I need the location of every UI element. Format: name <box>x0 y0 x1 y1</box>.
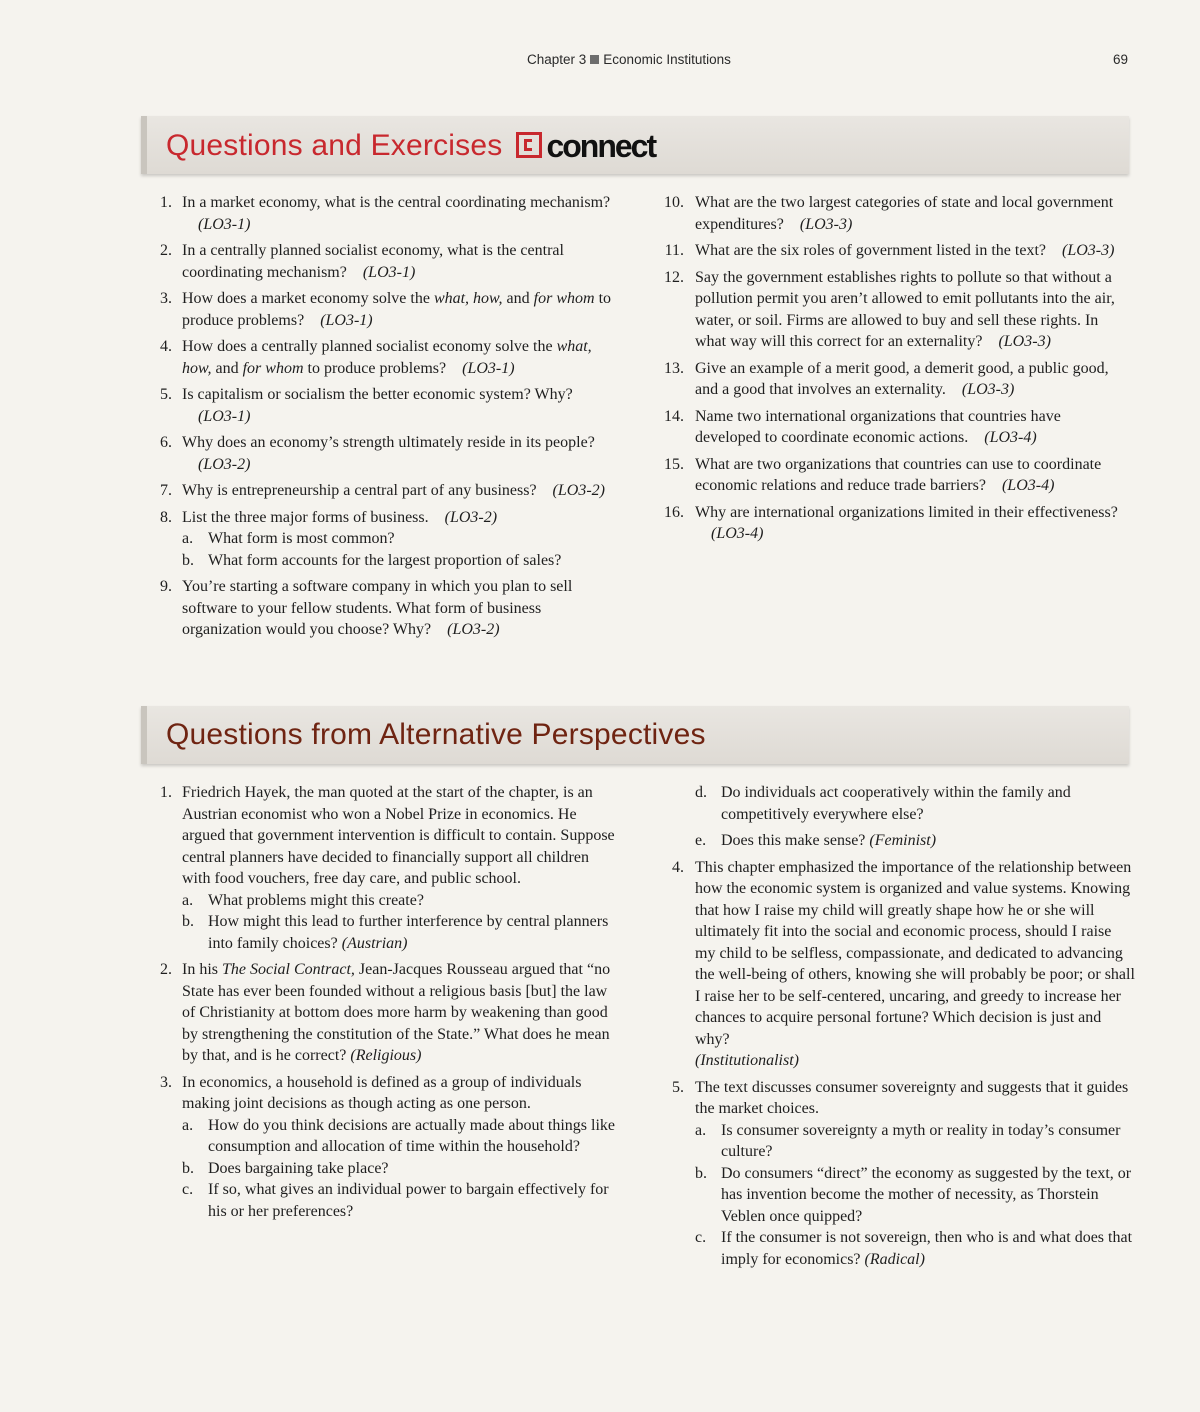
learning-objective: (LO3-1) <box>320 311 373 329</box>
perspective-question <box>148 959 618 1067</box>
question-item <box>148 384 618 427</box>
sub-question <box>182 1158 618 1180</box>
sub-letter: a. <box>182 891 194 909</box>
question-number: 13. <box>664 359 684 377</box>
learning-objective: (LO3-3) <box>799 215 853 233</box>
sub-text: What form accounts for the largest proportion of sales? <box>208 551 562 569</box>
question-number: 16. <box>664 503 684 521</box>
sub-letter: b. <box>182 551 194 569</box>
question-text: Why does an economy’s strength ultimately reside in its people? <box>182 434 595 451</box>
sub-question <box>695 830 1135 852</box>
question-number: 5. <box>160 386 172 403</box>
perspective-label: (Feminist) <box>869 832 937 849</box>
sub-letter: b. <box>695 1164 707 1182</box>
sub-letter: a. <box>182 530 194 547</box>
question-item <box>660 358 1130 401</box>
question-number: 14. <box>664 407 684 425</box>
question-number: 2. <box>160 242 172 259</box>
question-item <box>148 576 618 641</box>
sub-question <box>695 1227 1135 1270</box>
chapter-title: Economic Institutions <box>603 52 731 67</box>
question-item <box>660 240 1130 262</box>
question-text: List the three major forms of business. <box>182 508 429 526</box>
question-text: Why are international organizations limited in their effectiveness? <box>695 503 1118 521</box>
question-text: What are the six roles of government listed in the text? <box>695 242 1046 259</box>
sub-letter: d. <box>695 784 707 801</box>
question-number: 1. <box>160 194 172 211</box>
question-text: The text discusses consumer sovereignty and suggests that it guides the market choices. <box>695 1078 1129 1117</box>
question-item <box>660 267 1130 353</box>
question-number: 11. <box>664 242 684 259</box>
sub-text: Does this make sense? <box>721 832 866 849</box>
sub-question <box>182 1179 618 1222</box>
sub-question <box>182 528 618 550</box>
perspective-label: (Austrian) <box>341 934 408 952</box>
question-number: 4. <box>672 858 684 876</box>
square-separator-icon <box>590 55 599 64</box>
question-text: Is capitalism or socialism the better economic system? Why? <box>182 386 573 403</box>
question-text: In a centrally planned socialist economy, what is the central coordinating mechanism? <box>182 242 564 281</box>
question-text: to produce problems? <box>182 290 612 329</box>
sub-letter: c. <box>695 1229 707 1246</box>
sub-letter: a. <box>182 1116 194 1134</box>
perspective-question <box>660 1077 1135 1271</box>
perspective-question <box>660 857 1135 1072</box>
book-title: The Social Contract, <box>222 961 355 978</box>
sub-letter: c. <box>182 1181 194 1198</box>
question-item <box>148 336 618 379</box>
chapter-number: Chapter 3 <box>527 52 587 67</box>
perspective-question <box>148 1072 618 1223</box>
sub-letter: b. <box>182 1159 194 1177</box>
learning-objective: (LO3-2) <box>444 508 498 526</box>
learning-objective: (LO3-4) <box>984 429 1037 446</box>
perspective-label: (Institutionalist) <box>695 1052 799 1069</box>
sub-question <box>182 550 618 572</box>
question-number: 12. <box>664 268 684 286</box>
sub-question <box>182 911 618 954</box>
question-number: 15. <box>664 455 684 473</box>
question-number: 2. <box>160 961 172 978</box>
sub-text: How do you think decisions are actually made about things like consumption and allocation of time within the household? <box>208 1116 616 1155</box>
question-item <box>148 288 618 331</box>
perspective-question <box>148 782 618 954</box>
learning-objective: (LO3-2) <box>447 621 500 638</box>
sub-text: Do consumers “direct” the economy as suggested by the text, or has invention become the mother of necessity, as Thorstein Veblen once quipped? <box>721 1164 1132 1225</box>
question-number: 4. <box>160 338 172 355</box>
question-text: What are two organizations that countries can use to coordinate economic relations and reduce trade barriers? <box>695 455 1102 494</box>
learning-objective: (LO3-4) <box>711 525 764 542</box>
question-item <box>660 454 1130 497</box>
question-item <box>148 480 618 502</box>
sub-text: What form is most common? <box>208 530 395 547</box>
question-emphasis: what, how, <box>433 290 503 307</box>
page-number: 69 <box>1113 52 1129 67</box>
sub-text: What problems might this create? <box>208 891 424 909</box>
question-number: 3. <box>160 290 172 307</box>
perspectives-column-right <box>660 782 1135 1275</box>
learning-objective: (LO3-3) <box>961 381 1015 398</box>
question-number: 7. <box>160 482 172 499</box>
learning-objective: (LO3-2) <box>552 482 605 499</box>
question-text: and <box>502 290 534 307</box>
question-item <box>148 432 618 475</box>
question-text: How does a market economy solve the <box>182 290 434 307</box>
perspective-label: (Religious) <box>350 1047 422 1064</box>
question-number: 3. <box>160 1073 172 1091</box>
question-emphasis: what, how, <box>182 338 592 377</box>
learning-objective: (LO3-2) <box>198 455 251 473</box>
sub-letter: e. <box>695 832 707 849</box>
questions-column-left <box>148 192 618 646</box>
question-text: Why is entrepreneurship a central part of any business? <box>182 482 537 499</box>
question-text: In his <box>182 961 222 978</box>
learning-objective: (LO3-1) <box>198 407 251 425</box>
question-item <box>148 192 618 235</box>
question-text: How does a centrally planned socialist economy solve the <box>182 338 557 355</box>
question-item <box>660 406 1130 449</box>
sub-text: Do individuals act cooperatively within the family and competitively everywhere else? <box>721 784 1071 823</box>
section-title-text: Questions and Exercises <box>166 129 503 162</box>
question-text: Jean-Jacques Rousseau argued that “no State has ever been founded without a religious basis [but] the law of Christianity at bottom does more harm by weakening than good by strengthening the constitution of the State.” What does he mean by that, and is he correct? <box>182 961 611 1064</box>
question-3-continued <box>660 782 1135 852</box>
perspectives-column-left <box>148 782 618 1227</box>
question-number: 1. <box>160 784 172 801</box>
sub-text: How might this lead to further interference by central planners into family choices? <box>208 913 609 952</box>
question-text: Say the government establishes rights to pollute so that without a pollution permit you aren’t allowed to emit pollutants into the air, water, or soil. Firms are allowed to buy and sell these rights. In what way will this correct for an externality? <box>695 268 1115 350</box>
section-title: Questions from Alternative Perspectives <box>166 718 706 751</box>
question-text: Name two international organizations that countries have developed to coordinate economic actions. <box>695 407 1061 446</box>
question-text: and <box>211 359 243 377</box>
sub-text: If so, what gives an individual power to bargain effectively for his or her preferences? <box>208 1181 609 1220</box>
learning-objective: (LO3-1) <box>198 215 251 233</box>
question-item <box>148 507 618 572</box>
questions-column-right <box>660 192 1130 550</box>
connect-logo-text: connect <box>546 128 656 164</box>
question-number: 10. <box>664 194 684 211</box>
perspective-label: (Radical) <box>864 1250 925 1268</box>
question-text: to produce problems? <box>303 359 447 377</box>
questions-exercises-banner <box>141 116 1129 174</box>
connect-logo-icon <box>516 132 542 158</box>
question-emphasis: for whom <box>242 359 304 377</box>
question-number: 6. <box>160 434 172 451</box>
question-emphasis: for whom <box>533 290 595 307</box>
connect-logo <box>516 128 655 165</box>
sub-question <box>695 1163 1135 1228</box>
question-number: 8. <box>160 508 172 526</box>
question-text: In a market economy, what is the central coordinating mechanism? <box>182 194 611 211</box>
sub-question <box>182 1115 618 1158</box>
learning-objective: (LO3-1) <box>362 263 416 281</box>
question-text: In economics, a household is defined as a group of individuals making joint decisions as though acting as one person. <box>182 1073 582 1112</box>
sub-text: Is consumer sovereignty a myth or reality in today’s consumer culture? <box>721 1121 1121 1160</box>
question-item <box>660 502 1130 545</box>
question-text: You’re starting a software company in which you plan to sell software to your fellow students. What form of business organization would you choose? Why? <box>182 578 573 638</box>
alternative-perspectives-banner <box>141 706 1129 764</box>
learning-objective: (LO3-3) <box>998 333 1051 350</box>
question-text: This chapter emphasized the importance of the relationship between how the economic system is organized and value systems. Knowing that how I raise my child will greatly shape how he or she will ultimately fit into the social and economic process, should I raise my child to be selfless, compassionate, and dedicated to advancing the well-being of others, knowing she will probably be poor; or shall I raise her to be self-centered, uncaring, and greedy to increase her chances to acquire personal fortune? Which decision is just and why? <box>695 858 1135 1048</box>
learning-objective: (LO3-3) <box>1062 242 1115 259</box>
chapter-label <box>527 52 731 67</box>
question-text: Friedrich Hayek, the man quoted at the start of the chapter, is an Austrian economist who won a Nobel Prize in economics. He argued that government intervention is difficult to contain. Suppose central planners have decided to financially support all children with food vouchers, free day care, and public school. <box>182 784 615 887</box>
sub-question <box>695 782 1135 825</box>
question-item <box>660 192 1130 235</box>
question-item <box>148 240 618 283</box>
running-head <box>0 52 1200 72</box>
question-number: 9. <box>160 578 172 595</box>
sub-letter: b. <box>182 913 194 930</box>
section-title <box>166 128 655 165</box>
sub-text: Does bargaining take place? <box>208 1159 389 1177</box>
sub-text: If the consumer is not sovereign, then who is and what does that imply for economics? <box>721 1229 1133 1268</box>
sub-question <box>182 890 618 912</box>
question-text: Give an example of a merit good, a demerit good, a public good, and a good that involves an externality. <box>695 359 1109 398</box>
question-number: 5. <box>672 1078 684 1096</box>
question-text: What are the two largest categories of state and local government expenditures? <box>695 194 1114 233</box>
learning-objective: (LO3-4) <box>1001 477 1055 494</box>
sub-question <box>695 1120 1135 1163</box>
sub-letter: a. <box>695 1121 707 1139</box>
learning-objective: (LO3-1) <box>462 359 515 377</box>
